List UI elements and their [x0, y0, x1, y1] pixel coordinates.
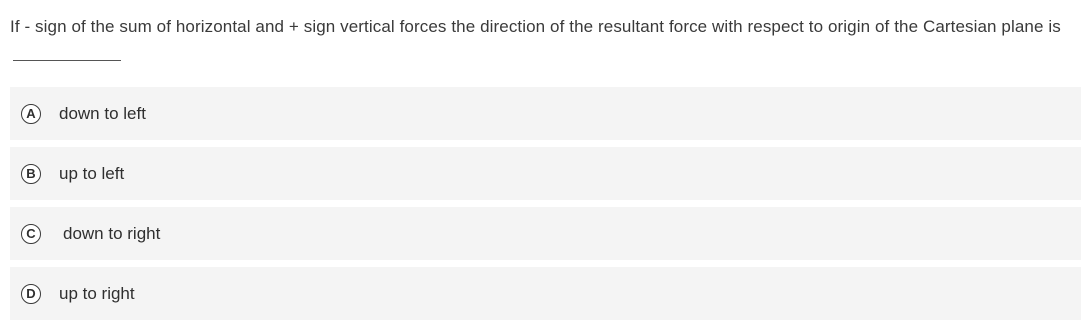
option-letter-c: C: [21, 224, 41, 244]
option-d[interactable]: [10, 267, 1081, 320]
answer-options: [10, 87, 1081, 327]
option-b[interactable]: [10, 147, 1081, 200]
option-text-b: up to left: [59, 163, 125, 183]
option-a[interactable]: [10, 87, 1081, 140]
option-letter-d: D: [21, 284, 41, 304]
option-text-d: up to right: [59, 283, 135, 303]
option-text-c: down to right: [63, 223, 161, 243]
answer-blank: [13, 44, 121, 61]
question-text-block: [10, 12, 1080, 70]
option-letter-b: B: [21, 164, 41, 184]
option-c[interactable]: [10, 207, 1081, 260]
option-letter-a: A: [21, 104, 41, 124]
option-text-a: down to left: [59, 103, 146, 123]
question-text: If - sign of the sum of horizontal and + sign vertical forces the direction of the resultant force with respect to origin of the Cartesian plane is: [10, 17, 1061, 36]
